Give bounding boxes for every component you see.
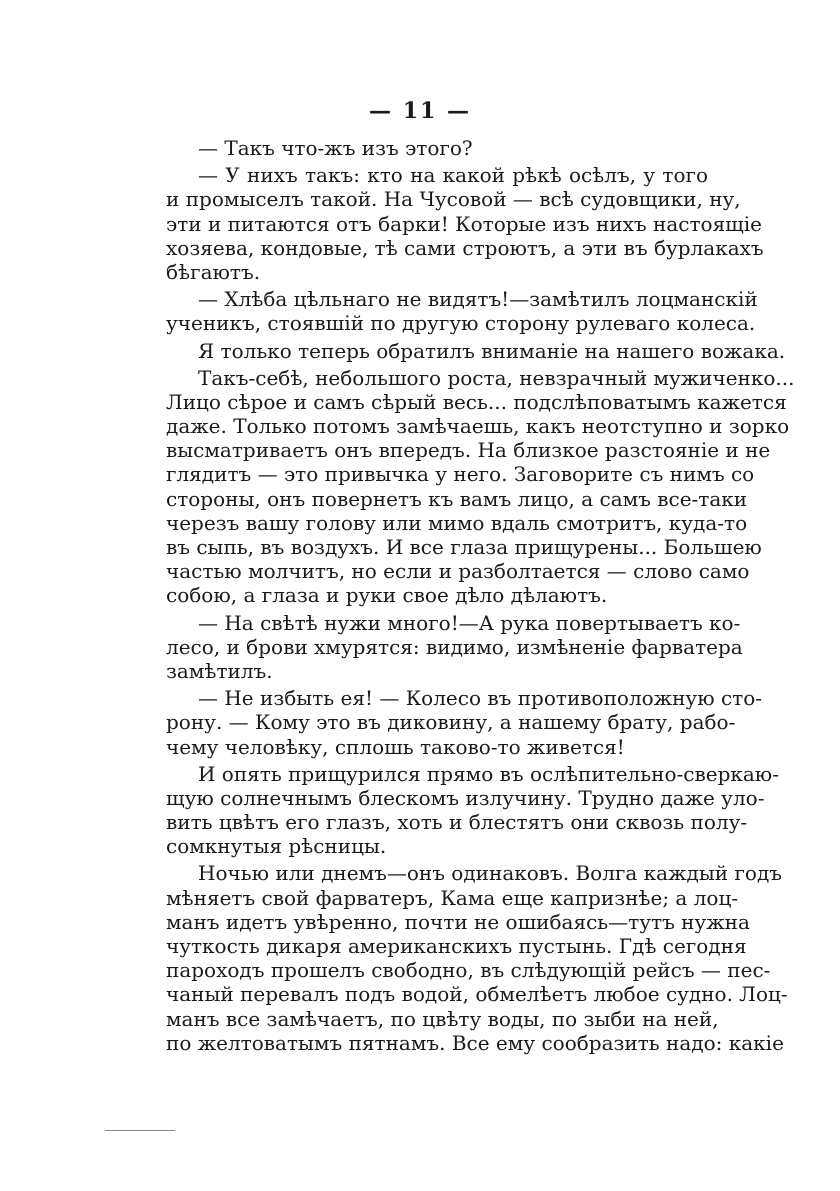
text-line: хозяева, кондовые, тѣ сами строютъ, а эти въ бурлакахъ bbox=[166, 235, 764, 260]
text-line: Такъ-себѣ, небольшого роста, невзрачный мужиченко... bbox=[198, 365, 795, 390]
text-line: щую солнечнымъ блескомъ излучину. Трудно даже уло- bbox=[166, 785, 765, 810]
text-line: даже. Только потомъ замѣчаешь, какъ неотступно и зорко bbox=[166, 414, 790, 439]
text-line: чему человѣку, сплошь таково-то живется! bbox=[166, 734, 625, 759]
paragraph bbox=[166, 338, 786, 363]
paragraph bbox=[166, 365, 795, 608]
paragraph bbox=[166, 610, 743, 684]
text-line: эти и питаются отъ барки! Которые изъ нихъ настоящіе bbox=[166, 211, 763, 236]
paragraph bbox=[166, 287, 758, 336]
text-line: сомкнутыя рѣсницы. bbox=[166, 834, 387, 859]
text-line: бѣгаютъ. bbox=[166, 259, 261, 284]
text-line: рону. — Кому это въ диковину, а нашему брату, рабо- bbox=[166, 710, 736, 735]
paragraph bbox=[166, 686, 763, 759]
text-line: чуткость дикаря американскихъ пустынь. Гдѣ сегодня bbox=[166, 934, 747, 958]
text-line: Я только теперь обратилъ вниманіе на нашего вожака. bbox=[198, 338, 786, 363]
text-line: ученикъ, стоявшій по другую сторону рулеваго колеса. bbox=[166, 311, 756, 336]
page-number: — 11 — bbox=[369, 98, 471, 124]
text-line: лесо, и брови хмурятся: видимо, измѣненіе фарватера bbox=[166, 634, 743, 659]
paragraph bbox=[166, 761, 779, 859]
text-line: частью молчитъ, но если и разболтается — слово само bbox=[166, 559, 750, 584]
text-line: черезъ вашу голову или мимо вдаль смотритъ, куда-то bbox=[166, 510, 748, 535]
text-line: чаный перевалъ подъ водой, обмелѣетъ любое судно. Лоц- bbox=[166, 982, 788, 1007]
text-line: мѣняетъ свой фарватеръ, Кама еще капризнѣе; а лоц- bbox=[166, 885, 739, 910]
text-line: — Не избыть ея! — Колесо въ противоположную сто- bbox=[198, 686, 763, 711]
paragraph bbox=[166, 136, 708, 160]
text-line: Лицо сѣрое и самъ сѣрый весь... подслѣповатымъ кажется bbox=[166, 389, 787, 414]
paragraph bbox=[166, 861, 788, 1055]
body-text bbox=[166, 136, 795, 1055]
text-line: замѣтилъ. bbox=[166, 658, 273, 683]
paragraph bbox=[166, 163, 764, 284]
text-line: вить цвѣтъ его глазъ, хоть и блестятъ они сквозь полу- bbox=[166, 810, 748, 835]
text-line: — У нихъ такъ: кто на какой рѣкѣ осѣлъ, у того bbox=[198, 163, 708, 188]
text-line: манъ идетъ увѣренно, почти не ошибаясь—тутъ нужна bbox=[166, 909, 750, 934]
text-line: по желтоватымъ пятнамъ. Все ему сообразить надо: какіе bbox=[166, 1030, 784, 1055]
text-line: высматриваетъ онъ впередъ. На близкое разстояніе и не bbox=[166, 438, 771, 463]
text-line: и промыселъ такой. На Чусовой — всѣ судовщики, ну, bbox=[166, 187, 741, 212]
text-line: въ сыпь, въ воздухъ. И все глаза прищурены... Большею bbox=[166, 535, 762, 559]
text-line: манъ все замѣчаетъ, по цвѣту воды, по зыби на ней, bbox=[166, 1006, 719, 1031]
text-line: И опять прищурился прямо въ ослѣпительно-сверкаю- bbox=[198, 761, 779, 786]
text-line: — Хлѣба цѣльнаго не видятъ!—замѣтилъ лоцманскій bbox=[198, 287, 758, 312]
text-line: собою, а глаза и руки свое дѣло дѣлаютъ. bbox=[166, 583, 608, 608]
text-line: — На свѣтѣ нужи много!—А рука повертываетъ ко- bbox=[198, 610, 741, 635]
text-line: Ночью или днемъ—онъ одинаковъ. Волга каждый годъ bbox=[198, 861, 782, 886]
text-line: пароходъ прошелъ свободно, въ слѣдующій рейсъ — пес- bbox=[166, 958, 771, 983]
text-line: стороны, онъ повернетъ къ вамъ лицо, а самъ все-таки bbox=[166, 486, 748, 511]
footnote-rule bbox=[105, 1130, 175, 1131]
text-line: — Такъ что-жъ изъ этого? bbox=[198, 136, 473, 160]
text-line: глядитъ — это привычка у него. Заговорите съ нимъ со bbox=[166, 462, 755, 487]
